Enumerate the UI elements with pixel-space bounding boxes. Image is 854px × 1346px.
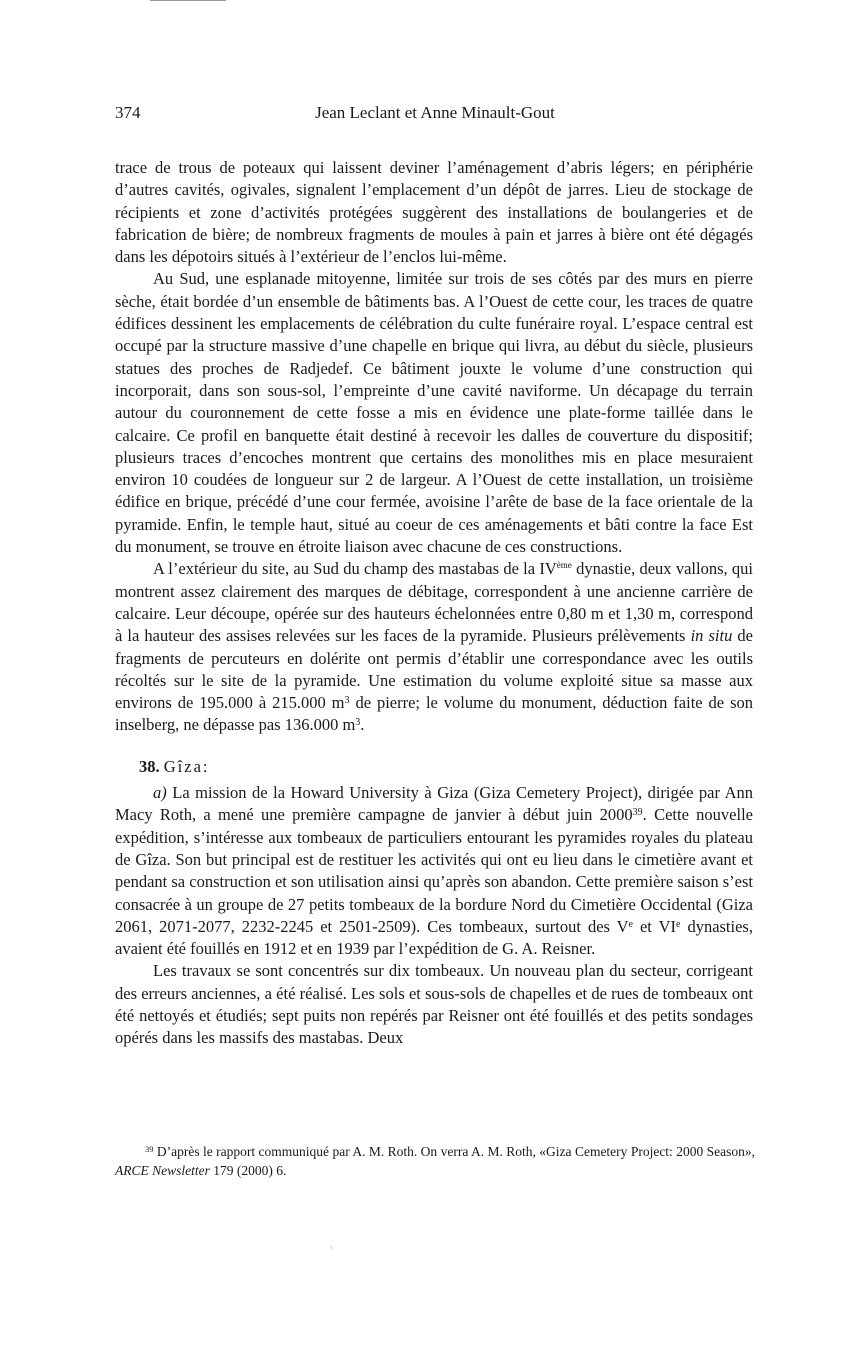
footnote-mark: 39	[145, 1144, 154, 1154]
paragraph-enclosure: trace de trous de poteaux qui laissent deviner l’aménagement d’abris légers; en périphérie d’autres cavités, ogivales, signalent l’emplacement d’un dépôt de jarres. Lieu de stockage de récipients et zone d’activités protégées suggèrent des installations de boulangeries et de fabrication de bière; de nombreux fragments de moules à pain et jarres à bière ont été dégagés dans les dépotoirs situés à l’extérieur de l’enclos lui-même.	[115, 158, 753, 267]
paragraph-text: de fragments de percuteurs en dolérite ont permis d’établir une correspondance avec les outils récoltés sur le site de la pyramide. Une estimation du volume exploité situe sa masse aux environs de 195.000 à 215.000 m	[115, 626, 753, 713]
scan-speck	[331, 1246, 332, 1249]
paragraph-text: de pierre; le volume du monument, déduction faite de son inselberg, ne dépasse pas 136.000 m	[115, 693, 753, 735]
scan-edge-rule	[150, 0, 226, 1]
page-number: 374	[115, 103, 141, 122]
superscript-e: e	[628, 918, 633, 930]
paragraph-text: La mission de la Howard University à Giza (Giza Cemetery Project), dirigée par Ann Macy Roth, a mené une première campagne de janvier à début juin 2000	[115, 783, 753, 825]
section-heading-giza	[115, 756, 753, 778]
paragraph-south-esplanade: Au Sud, une esplanade mitoyenne, limitée sur trois de ses côtés par des murs en pierre sèche, était bordée d’un ensemble de bâtiments bas. A l’Ouest de cette cour, les traces de quatre édifices dessinent les emplacements de célébration du culte funéraire royal. L’espace central est occupé par la structure massive d’une chapelle en brique qui livra, au début du siècle, plusieurs statues des proches de Radjedef. Ce bâtiment jouxte le volume d’une construction qui incorporait, dans son sous-sol, l’empreinte d’une cavité naviforme. Un décapage du terrain autour du couronnement de cette fosse a mis en évidence une plate-forme taillée dans le calcaire. Ce profil en banquette était destiné à recevoir les dalles de couverture du dispositif; plusieurs traces d’encoches montrent que certains des monolithes mis en place mesuraient environ 10 coudées de longueur sur 2 de largeur. A l’Ouest de cette installation, un troisième édifice en brique, précédé d’une cour fermée, avoisine l’arête de base de la face orientale de la pyramide. Enfin, le temple haut, situé au coeur de ces aménagements et bâti contre la face Est du monument, se trouve en étroite liaison avec chacune de ces constructions.	[115, 269, 753, 557]
footnote	[115, 1140, 755, 1180]
paragraph-howard-mission	[115, 782, 753, 960]
paragraph-text: et VI	[633, 916, 676, 936]
superscript-eme: ème	[556, 560, 572, 571]
paragraph-text: .	[360, 715, 365, 735]
section-title: Gîza:	[163, 756, 210, 776]
footnote-text: 179 (2000) 6.	[209, 1163, 287, 1178]
running-head	[115, 103, 755, 129]
footnote-reference[interactable]: 39	[632, 807, 643, 819]
paragraph-text: A l’extérieur du site, au Sud du champ des mastabas de la IV	[153, 559, 557, 579]
footnote-text: D’après le rapport communiqué par A. M. Roth. On verra A. M. Roth, «Giza Cemetery Project: 2000 Season»,	[153, 1144, 755, 1159]
paragraph-text: dynasties, avaient été fouillés en 1912 et en 1939 par l’expédition de G. A. Reisner.	[115, 916, 753, 959]
superscript-e: e	[676, 918, 681, 930]
main-text	[115, 157, 753, 1050]
journal-title: ARCE Newsletter	[115, 1163, 210, 1178]
cubic-superscript: 3	[344, 695, 350, 707]
in-situ-italic: in situ	[690, 626, 733, 646]
paragraph-text: . Cette nouvelle expédition, s’intéresse aux tombeaux de particuliers entourant les pyramides royales du plateau de Gîza. Son but principal est de restituer les activités qui ont eu lieu dans le cimetière avant et pendant sa construction et son utilisation ainsi qu’après son abandon. Cette première saison s’est consacrée à un groupe de 27 petits tombeaux de la bordure Nord du Cimetière Occidental (Giza 2061, 2071-2077, 2232-2245 et 2501-2509). Ces tombeaux, surtout des V	[115, 805, 753, 936]
footnote-39	[115, 1140, 755, 1180]
cubic-superscript: 3	[355, 717, 361, 729]
subsection-label-a: a)	[153, 783, 167, 803]
section-number: 38.	[139, 756, 160, 776]
paragraph-text: dynastie, deux vallons, qui montrent assez clairement des marques de débitage, correspondent à une ancienne carrière de calcaire. Leur découpe, opérée sur des hauteurs échelonnées entre 0,80 m et 1,30 m, correspond à la hauteur des assises relevées sur les faces de la pyramide. Plusieurs prélèvements	[115, 559, 753, 646]
paragraph-quarry	[115, 558, 753, 736]
paragraph-works: Les travaux se sont concentrés sur dix tombeaux. Un nouveau plan du secteur, corrigeant des erreurs anciennes, a été réalisé. Les sols et sous-sols de chapelles et de rues de tombeaux ont été nettoyés et étudiés; sept puits non repérés par Reisner ont été fouillés et des petits sondages opérés dans les massifs des mastabas. Deux	[115, 961, 753, 1048]
running-head-authors: Jean Leclant et Anne Minault-Gout	[315, 103, 555, 122]
